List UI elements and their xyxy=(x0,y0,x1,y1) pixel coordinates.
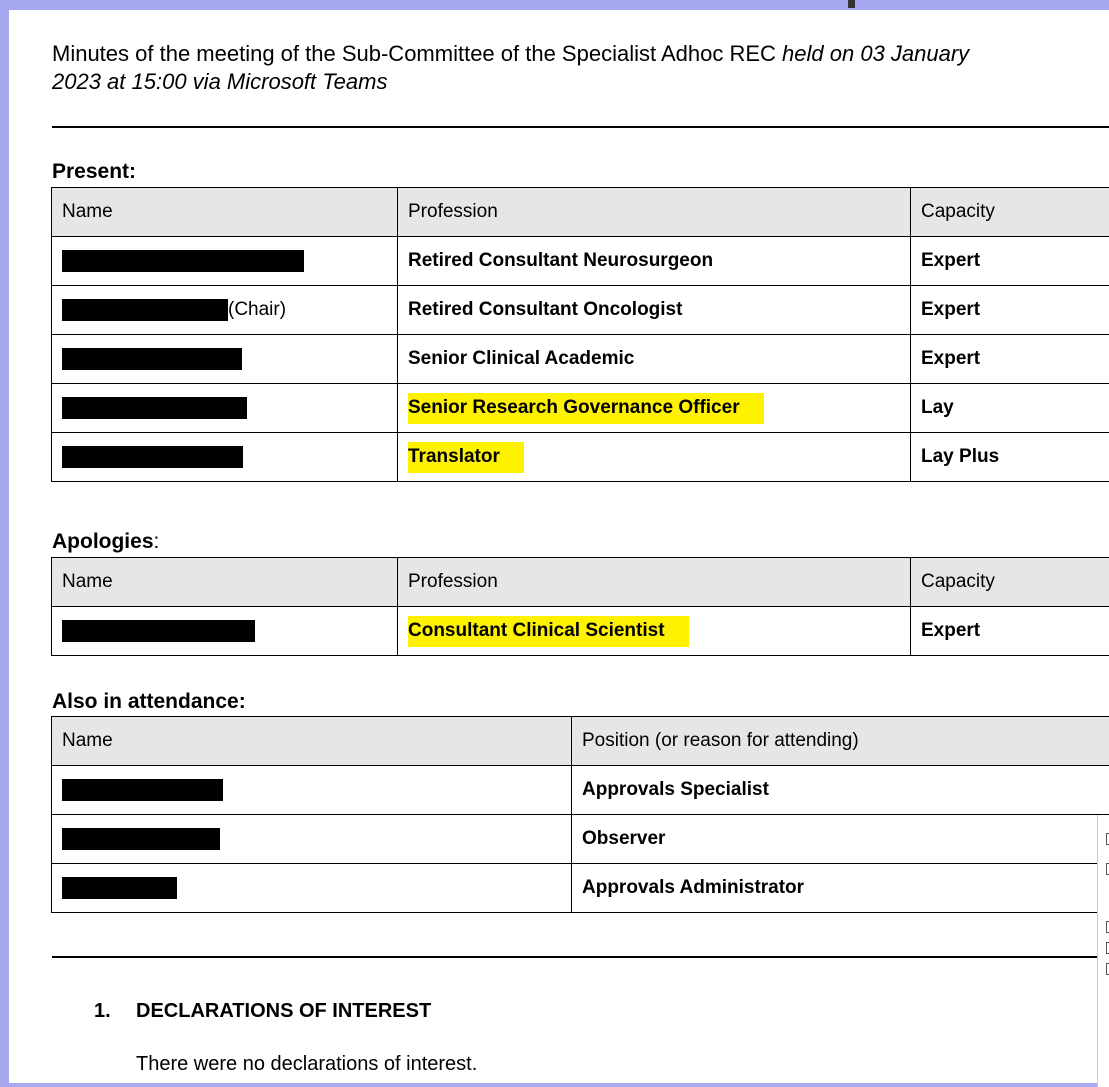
section-body: There were no declarations of interest. xyxy=(136,1053,478,1075)
present-table xyxy=(51,187,1109,482)
name-cell xyxy=(52,864,572,913)
capacity-cell: Lay xyxy=(911,384,1109,433)
position-cell: Observer xyxy=(572,815,1109,864)
name-cell xyxy=(52,815,572,864)
divider-top xyxy=(52,126,1109,128)
table-row xyxy=(52,384,1109,433)
redaction-bar xyxy=(62,446,243,468)
table-row xyxy=(52,815,1109,864)
table-row xyxy=(52,237,1109,286)
name-cell xyxy=(52,766,572,815)
name-cell xyxy=(52,384,398,433)
table-row xyxy=(52,335,1109,384)
table-header-row xyxy=(52,188,1109,237)
table-row xyxy=(52,864,1109,913)
apologies-heading xyxy=(52,530,159,554)
redaction-bar xyxy=(62,779,223,801)
name-cell xyxy=(52,286,398,335)
header-name: Name xyxy=(52,717,572,766)
header-name: Name xyxy=(52,558,398,607)
redaction-bar xyxy=(62,299,228,321)
apologies-heading-colon: : xyxy=(153,530,160,553)
redaction-bar xyxy=(62,348,242,370)
table-row xyxy=(52,433,1109,482)
name-cell xyxy=(52,237,398,286)
redaction-bar xyxy=(62,828,220,850)
name-cell xyxy=(52,433,398,482)
capacity-cell: Expert xyxy=(911,335,1109,384)
header-position: Position (or reason for attending) xyxy=(572,717,1109,766)
highlighted-text: Senior Research Governance Officer xyxy=(408,393,764,424)
header-profession: Profession xyxy=(398,558,911,607)
redaction-bar xyxy=(62,397,247,419)
section-number: 1. xyxy=(94,1000,111,1022)
table-row xyxy=(52,607,1109,656)
position-cell: Approvals Specialist xyxy=(572,766,1109,815)
intro-text: Minutes of the meeting of the Sub-Committee of the Specialist Adhoc REC xyxy=(52,41,783,66)
section-title: DECLARATIONS OF INTEREST xyxy=(136,1000,432,1022)
apologies-heading-text: Apologies xyxy=(52,530,154,553)
redaction-bar xyxy=(62,620,255,642)
redaction-bar xyxy=(62,250,304,272)
name-cell xyxy=(52,607,398,656)
divider-bottom xyxy=(52,956,1097,958)
header-capacity: Capacity xyxy=(911,558,1109,607)
intro-date-text-2: 2023 at 15:00 via Microsoft Teams xyxy=(52,69,388,94)
table-header-row xyxy=(52,717,1109,766)
header-name: Name xyxy=(52,188,398,237)
window-frame-left xyxy=(0,0,9,1087)
apologies-table xyxy=(51,557,1109,656)
page-thumbnail-fragment xyxy=(1097,815,1109,1087)
profession-cell xyxy=(398,384,911,433)
highlighted-text: Consultant Clinical Scientist xyxy=(408,616,689,647)
table-row xyxy=(52,766,1109,815)
capacity-cell: Expert xyxy=(911,237,1109,286)
page-fragment-mark xyxy=(848,0,855,8)
intro-date-text: held on 03 January xyxy=(782,41,970,66)
redaction-bar xyxy=(62,877,177,899)
present-heading: Present: xyxy=(52,160,137,183)
profession-cell xyxy=(398,433,911,482)
capacity-cell: Expert xyxy=(911,286,1109,335)
profession-cell: Retired Consultant Oncologist xyxy=(398,286,911,335)
profession-cell xyxy=(398,607,911,656)
profession-cell: Senior Clinical Academic xyxy=(398,335,911,384)
name-cell xyxy=(52,335,398,384)
table-row xyxy=(52,286,1109,335)
meeting-intro xyxy=(52,40,1109,96)
capacity-cell: Lay Plus xyxy=(911,433,1109,482)
highlighted-text: Translator xyxy=(408,442,524,473)
profession-cell: Retired Consultant Neurosurgeon xyxy=(398,237,911,286)
capacity-cell: Expert xyxy=(911,607,1109,656)
position-cell: Approvals Administrator xyxy=(572,864,1109,913)
window-frame-bottom xyxy=(0,1083,1109,1087)
window-frame-top xyxy=(0,0,1109,10)
header-profession: Profession xyxy=(398,188,911,237)
chair-label: (Chair) xyxy=(228,299,287,320)
attendance-heading: Also in attendance: xyxy=(52,690,246,713)
header-capacity: Capacity xyxy=(911,188,1109,237)
table-header-row xyxy=(52,558,1109,607)
attendance-table xyxy=(51,716,1109,913)
